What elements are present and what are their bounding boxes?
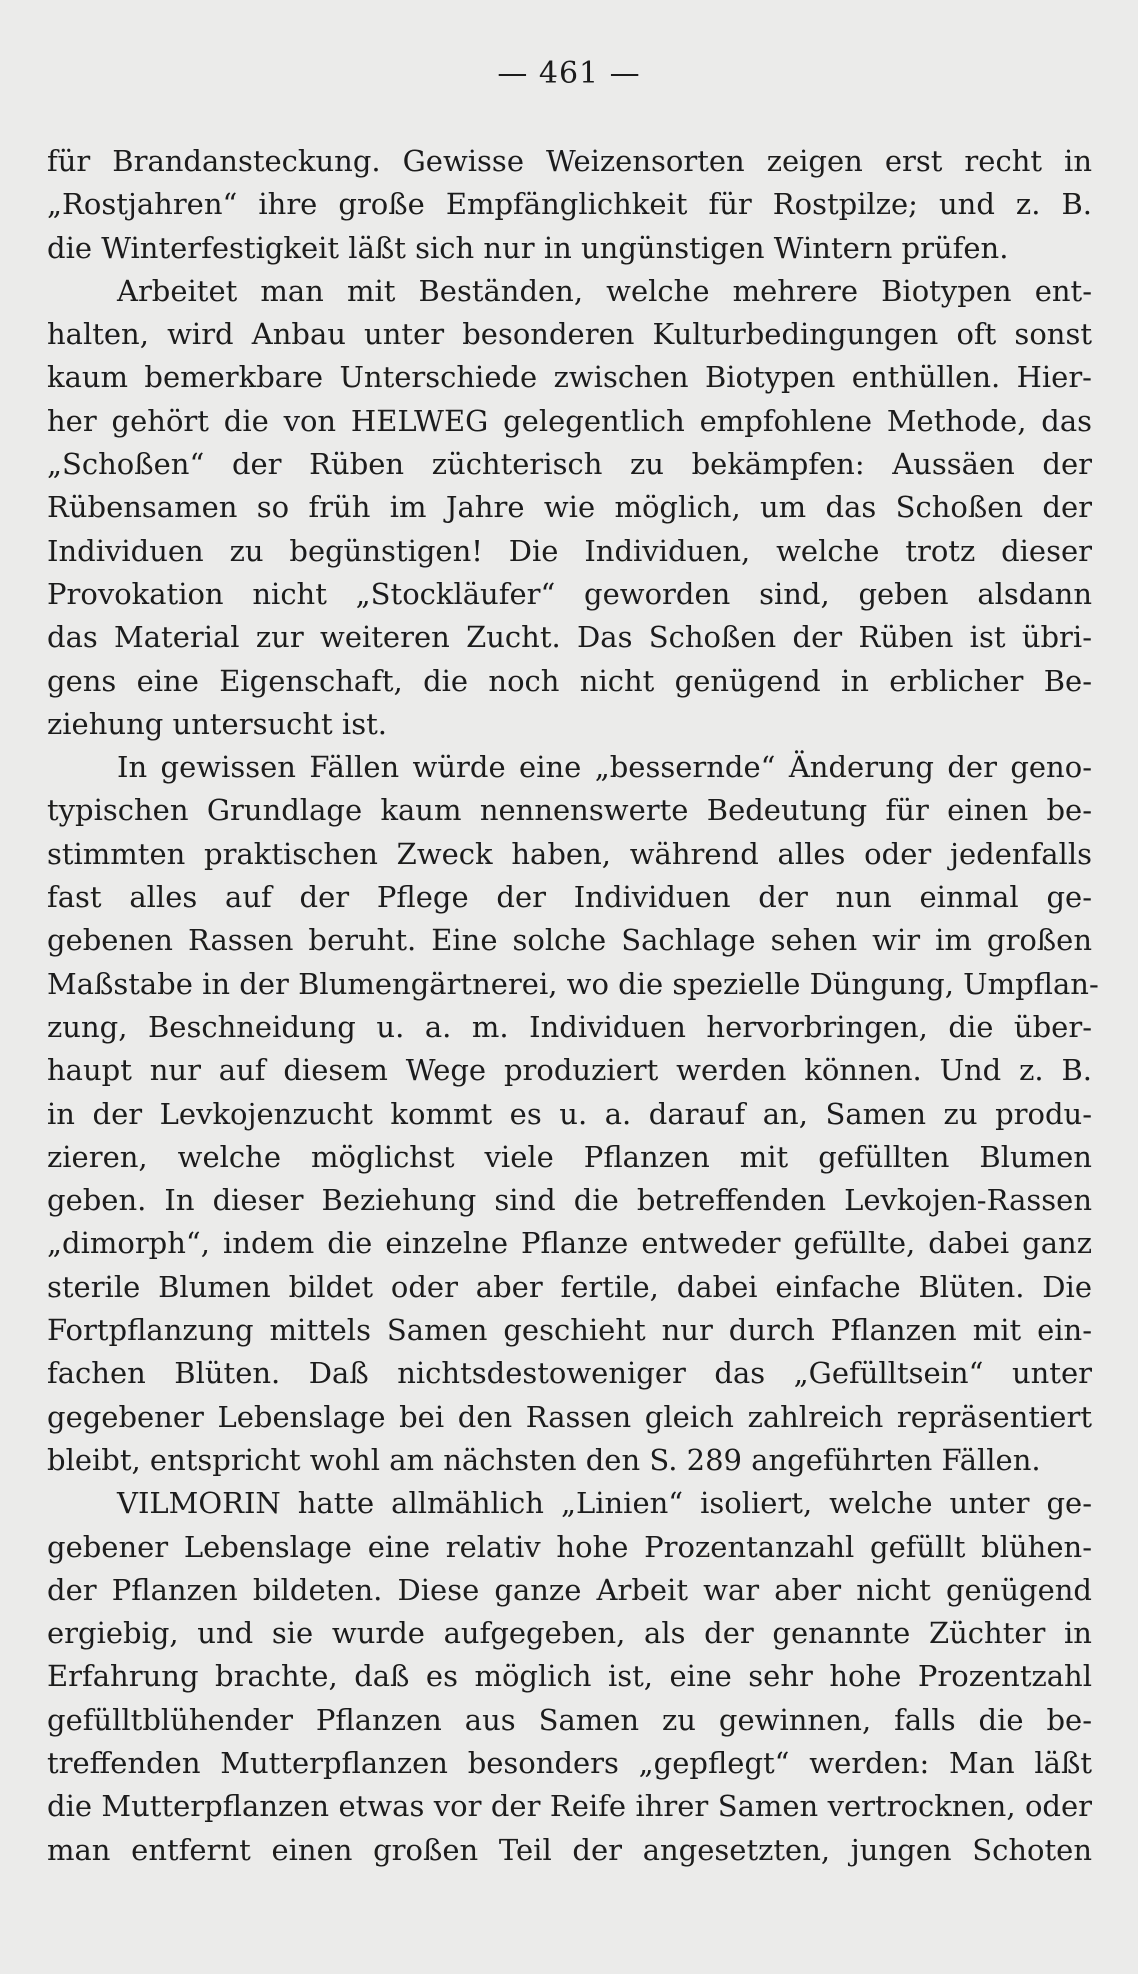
page-number: — 461 — bbox=[497, 56, 641, 91]
text-line: gebenen Rassen beruht. Eine solche Sachlage sehen wir im großen bbox=[47, 923, 1092, 958]
text-line: Maßstabe in der Blumengärtnerei, wo die spezielle Düngung, Umpflan- bbox=[47, 966, 1099, 1001]
text-line: typischen Grundlage kaum nennenswerte Bedeutung für einen be- bbox=[47, 793, 1092, 828]
text-line: bleibt, entspricht wohl am nächsten den S. 289 angeführten Fällen. bbox=[47, 1442, 1041, 1477]
text-line: „dimorph“, indem die einzelne Pflanze entweder gefüllte, dabei ganz bbox=[47, 1226, 1092, 1261]
text-line: für Brandansteckung. Gewisse Weizensorten zeigen erst recht in bbox=[47, 144, 1092, 178]
text-line: der Pflanzen bildeten. Diese ganze Arbeit war aber nicht genügend bbox=[47, 1572, 1092, 1607]
text-line: ziehung untersucht ist. bbox=[47, 706, 387, 741]
text-line: „Schoßen“ der Rüben züchterisch zu bekämpfen: Aussäen der bbox=[47, 447, 1092, 482]
text-line: man entfernt einen großen Teil der angesetzten, jungen Schoten bbox=[47, 1832, 1092, 1867]
text-line: Rübensamen so früh im Jahre wie möglich, um das Schoßen der bbox=[47, 490, 1092, 525]
text-line: her gehört die von HELWEG gelegentlich empfohlene Methode, das bbox=[47, 403, 1092, 438]
text-line: die Winterfestigkeit läßt sich nur in ungünstigen Wintern prüfen. bbox=[47, 230, 1009, 265]
text-line: „Rostjahren“ ihre große Empfänglichkeit für Rostpilze; und z. B. bbox=[47, 187, 1092, 222]
text-body bbox=[47, 140, 1099, 1872]
text-line: ergiebig, und sie wurde aufgegeben, als der genannte Züchter in bbox=[47, 1616, 1092, 1651]
text-line: die Mutterpflanzen etwas vor der Reife ihrer Samen vertrocknen, oder bbox=[47, 1789, 1092, 1824]
text-line: Provokation nicht „Stockläufer“ geworden sind, geben alsdann bbox=[47, 576, 1092, 611]
text-line: stimmten praktischen Zweck haben, während alles oder jedenfalls bbox=[47, 836, 1092, 871]
text-line: haupt nur auf diesem Wege produziert werden können. Und z. B. bbox=[47, 1053, 1092, 1088]
text-line: in der Levkojenzucht kommt es u. a. darauf an, Samen zu produ- bbox=[47, 1096, 1092, 1131]
text-line: Individuen zu begünstigen! Die Individuen, welche trotz dieser bbox=[47, 533, 1092, 568]
text-line: geben. In dieser Beziehung sind die betreffenden Levkojen-Rassen bbox=[47, 1183, 1092, 1218]
text-line: Erfahrung brachte, daß es möglich ist, eine sehr hohe Prozentzahl bbox=[47, 1659, 1092, 1694]
text-line: Arbeitet man mit Beständen, welche mehrere Biotypen ent- bbox=[117, 273, 1092, 308]
text-line: halten, wird Anbau unter besonderen Kulturbedingungen oft sonst bbox=[47, 317, 1092, 352]
text-line: zung, Beschneidung u. a. m. Individuen hervorbringen, die über- bbox=[47, 1009, 1092, 1044]
text-line: kaum bemerkbare Unterschiede zwischen Biotypen enthüllen. Hier- bbox=[47, 360, 1092, 395]
text-line: gebener Lebenslage eine relativ hohe Prozentanzahl gefüllt blühen- bbox=[47, 1529, 1092, 1564]
text-line: In gewissen Fällen würde eine „bessernde“ Änderung der geno- bbox=[117, 750, 1092, 785]
text-line: gens eine Eigenschaft, die noch nicht genügend in erblicher Be- bbox=[47, 663, 1092, 698]
text-line: zieren, welche möglichst viele Pflanzen mit gefüllten Blumen bbox=[47, 1139, 1092, 1174]
text-line: gefülltblühender Pflanzen aus Samen zu gewinnen, falls die be- bbox=[47, 1702, 1092, 1737]
text-line: fast alles auf der Pflege der Individuen der nun einmal ge- bbox=[47, 880, 1092, 915]
text-line: das Material zur weiteren Zucht. Das Schoßen der Rüben ist übri- bbox=[47, 620, 1092, 655]
text-line: treffenden Mutterpflanzen besonders „gepflegt“ werden: Man läßt bbox=[47, 1745, 1092, 1780]
text-line: fachen Blüten. Daß nichtsdestoweniger das „Gefülltsein“ unter bbox=[47, 1356, 1092, 1391]
text-line: Fortpflanzung mittels Samen geschieht nur durch Pflanzen mit ein- bbox=[47, 1313, 1092, 1348]
text-line: sterile Blumen bildet oder aber fertile, dabei einfache Blüten. Die bbox=[47, 1269, 1092, 1304]
text-line: gegebener Lebenslage bei den Rassen gleich zahlreich repräsentiert bbox=[47, 1399, 1092, 1434]
text-line: VILMORIN hatte allmählich „Linien“ isoliert, welche unter ge- bbox=[117, 1486, 1092, 1521]
